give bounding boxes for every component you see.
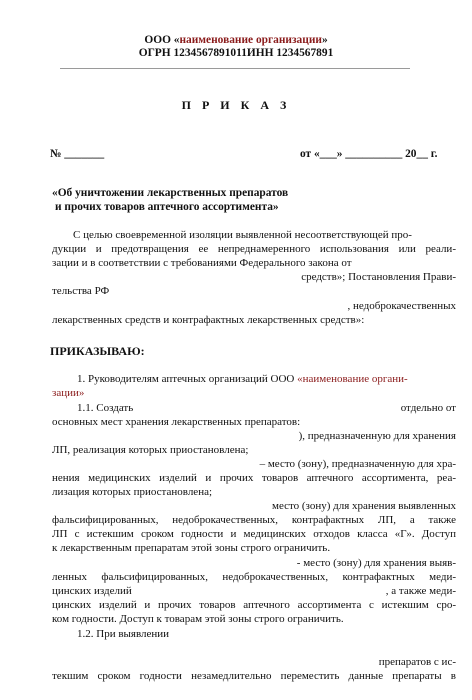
item-1-1-line: ), предназначенную для хранения — [298, 430, 456, 442]
item-1-1-line: – место (зону), предназначенную для хра- — [259, 458, 456, 470]
preamble-line: С целью своевременной изоляции выявленной несоответствующей про- — [73, 229, 412, 241]
item-1-1-line: лизация которых приостановлена; — [52, 486, 213, 498]
order-heading: ПРИКАЗЫВАЮ: — [50, 344, 145, 358]
item-1-1-start: 1.1. Создать — [77, 402, 134, 414]
preamble-line: средств»; Постановления Прави- — [301, 271, 456, 283]
subject-line-2: и прочих товаров аптечного ассортимента» — [55, 201, 279, 213]
preamble-line: тельства РФ — [52, 285, 110, 297]
item-1-1-line: ком годности. Доступ к товарам этой зоны строго ограничить. — [52, 613, 344, 625]
item-1-1-line: к лекарственным препаратам этой зоны строго ограничить. — [52, 542, 331, 554]
organization-header — [0, 33, 472, 47]
ogrn-inn-line: ОГРН 1234567891011ИНН 1234567891 — [138, 47, 334, 59]
order-date: от «___» __________ 20__ г. — [300, 148, 438, 160]
item-1-1-line: место (зону) для хранения выявленных — [271, 500, 456, 512]
item-1-1-line: ЛП, реализация которых приостановлена; — [52, 444, 249, 456]
item-1-1-line: нения медицинских изделий и прочих товаров аптечного ассортимента, реа- — [52, 472, 456, 484]
item-1-1-line: основных мест хранения лекарственных препаратов: — [52, 416, 301, 428]
item-1-2-start: 1.2. При выявлении — [77, 628, 170, 640]
preamble-line: дукции и предотвращения ее непреднамеренного использования или реали- — [52, 243, 456, 255]
item-1-2-line: текшим сроком годности незамедлительно переместить данные препараты в — [52, 670, 456, 682]
item-1-line — [77, 372, 456, 386]
item-1-2-line: препаратов с ис- — [378, 656, 456, 668]
org-name-placeholder: зации» — [52, 387, 85, 399]
org-name-placeholder: «наименование органи- — [297, 373, 408, 385]
item-1-line — [52, 386, 456, 400]
order-number: № _______ — [50, 148, 105, 160]
org-name-placeholder: наименование организации — [179, 34, 322, 46]
preamble-line: , недоброкачественных — [347, 300, 456, 312]
item-1-1-line: , а также меди- — [385, 585, 456, 597]
item-1-1-line: фальсифицированных, недоброкачественных, контрафактных ЛП, а также — [52, 514, 456, 526]
preamble-line: лекарственных средств и контрафактных лекарственных средств»: — [52, 314, 365, 326]
item-1-1-line: - место (зону) для хранения выяв- — [296, 557, 456, 569]
item-1-1-line: ЛП с истекшим сроком годности и медицинских отходов класса «Г». Доступ — [52, 528, 456, 540]
header-divider — [60, 68, 410, 69]
item-1-1-line: цинских изделий — [52, 585, 132, 597]
document-title: П Р И К А З — [181, 98, 291, 112]
preamble-line: зации и в соответствии с требованиями Федерального закона от — [52, 257, 352, 269]
item-1-1-line: цинских изделий и прочих товаров аптечного ассортимента с истекшим сро- — [52, 599, 456, 611]
item-1-text: 1. Руководителям аптечных организаций ООО — [77, 373, 298, 385]
subject-line-1: «Об уничтожении лекарственных препаратов — [52, 187, 289, 199]
org-suffix: » — [321, 34, 328, 46]
item-1-1-line: ленных фальсифицированных, недоброкачественных, контрафактных меди- — [52, 571, 456, 583]
org-prefix: ООО « — [144, 34, 180, 46]
item-1-1-end: отдельно от — [400, 402, 456, 414]
